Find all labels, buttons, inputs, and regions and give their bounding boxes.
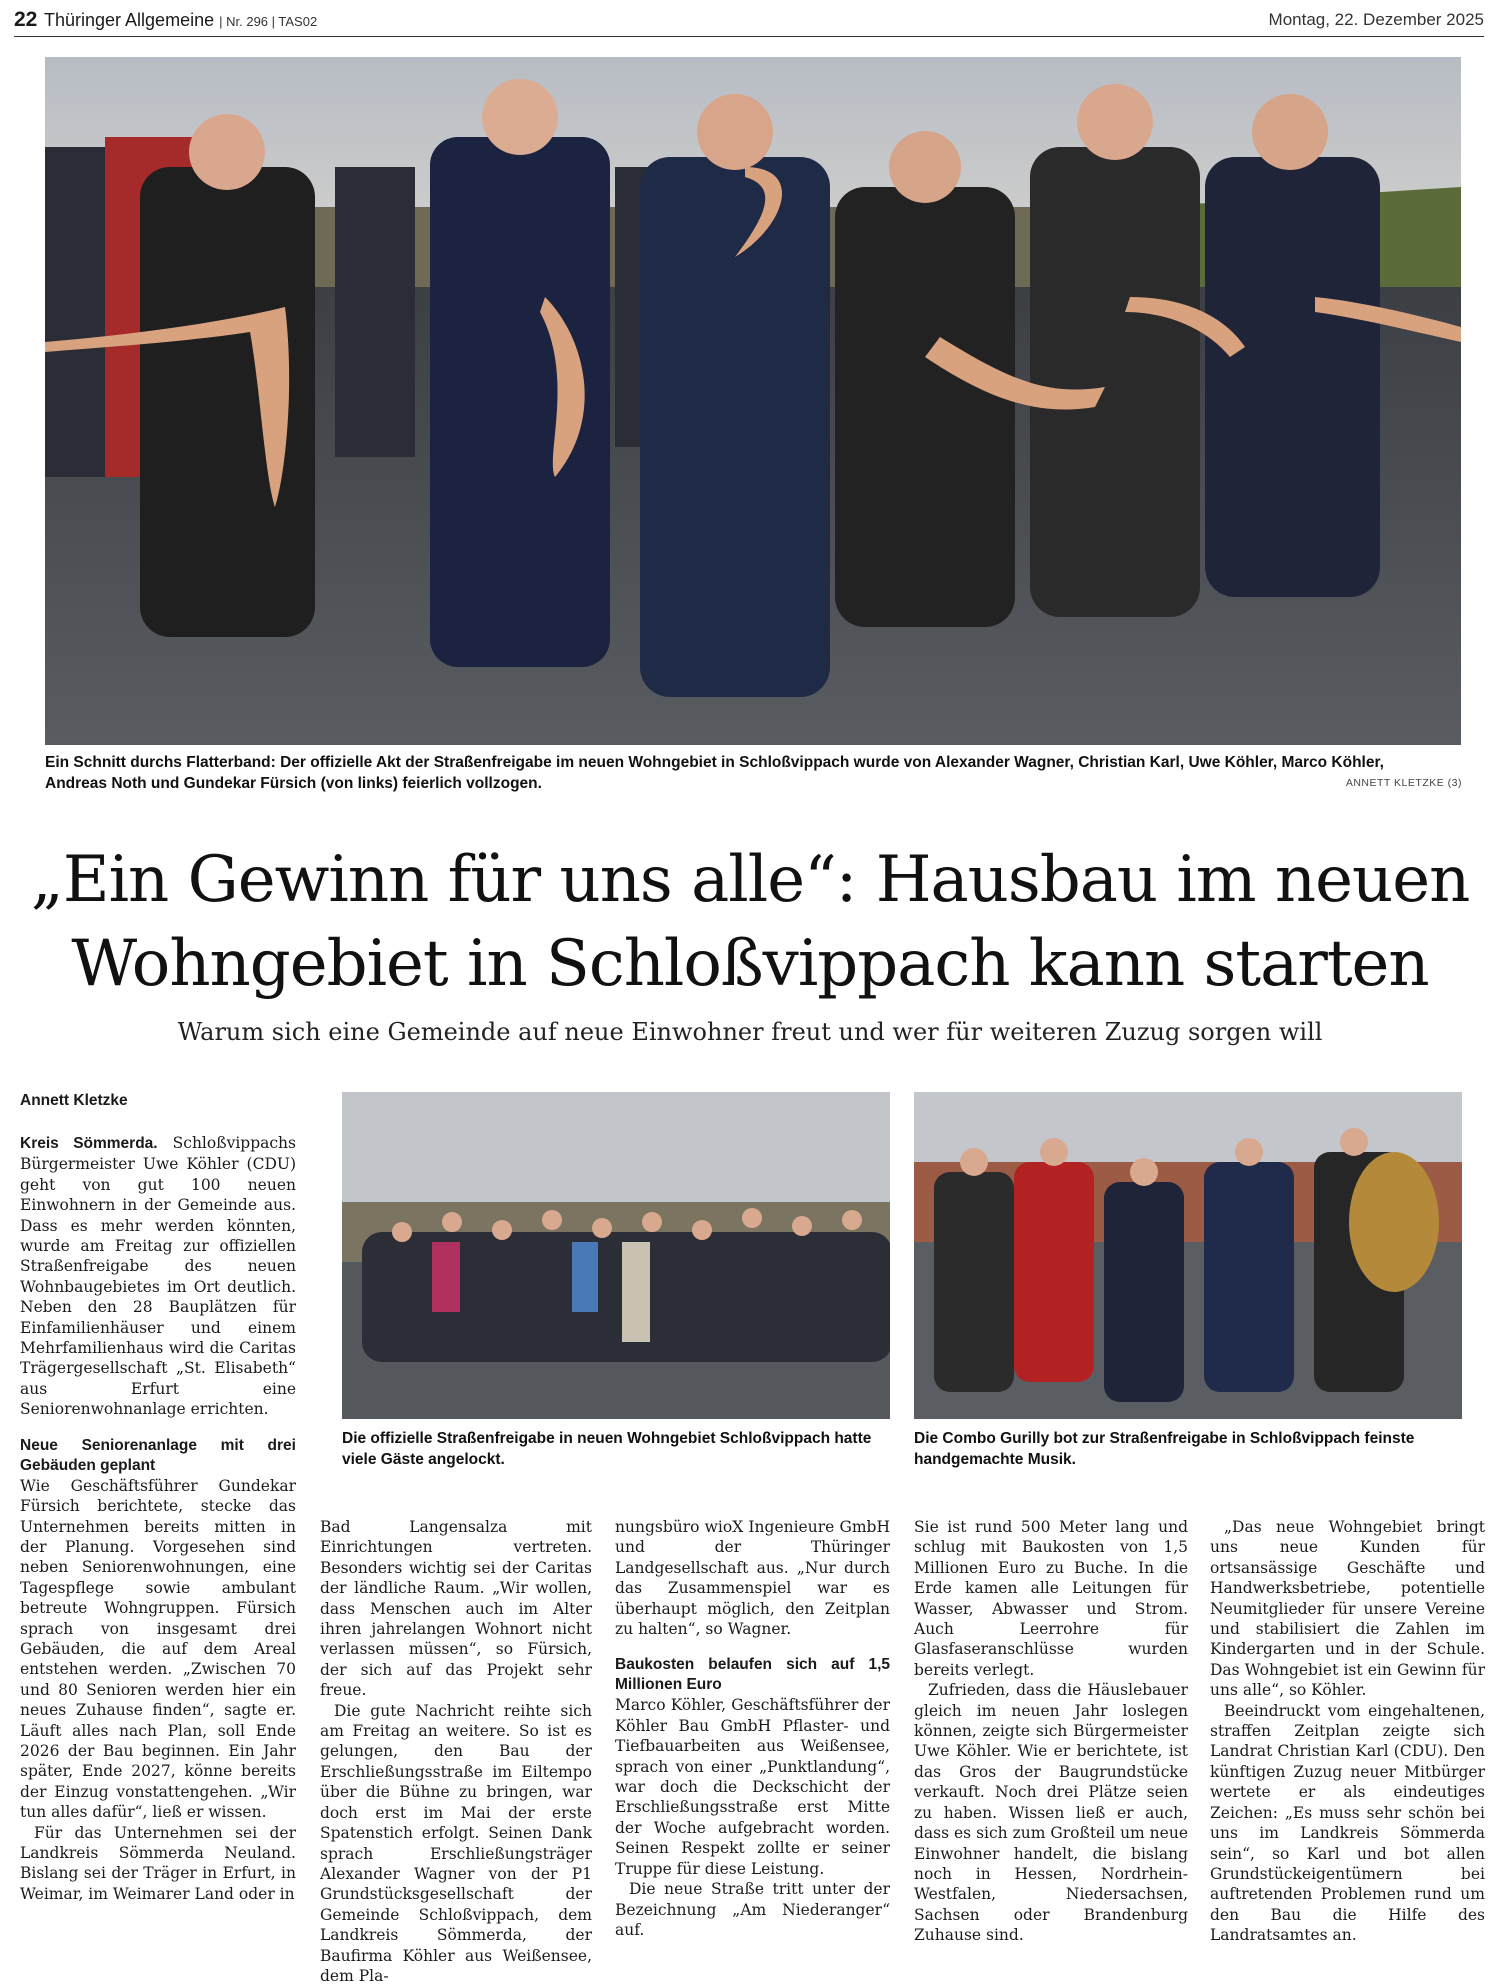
article-column-2 (320, 1517, 592, 1986)
photo-crowd (342, 1092, 890, 1419)
article-paragraph: Die gute Nachricht reihte sich am Freitag an weitere. So ist es gelungen, den Bau der Erschließungsstraße im Eiltempo über die Bühne zu bringen, war doch erst im Mai der erste Spatenstich erfolgt. Seinen Dank sprach Erschließungsträger Alexander Wagner von der P1 Grundstücksgesellschaft der Gemeinde Schloßvippach, dem Landkreis Sömmerda, der Baufirma Köhler aus Weißensee, dem Pla- (320, 1701, 592, 1985)
issue-info: | Nr. 296 | TAS02 (219, 14, 318, 29)
issue-date: Montag, 22. Dezember 2025 (1268, 10, 1484, 29)
headline-line-2: Wohngebiet in Schloßvippach kann starten (71, 927, 1429, 1001)
photo-band (914, 1092, 1462, 1419)
article-column-4 (914, 1517, 1188, 1946)
main-photo-ribbon-cutting (45, 57, 1461, 745)
newspaper-title: Thüringer Allgemeine (44, 10, 215, 30)
article-column-5 (1210, 1517, 1485, 1946)
article-paragraph: Marco Köhler, Geschäftsführer der Köhler Bau GmbH Pflaster- und Tiefbauarbeiten aus Weißensee, sprach von einer „Punktlandung“, war doch die Deckschicht der Erschließungsstraße erst Mitte der Woche aufgebracht worden. Seinen Respekt zollte er seiner Truppe für diese Leistung. (615, 1696, 890, 1878)
main-photo-caption: Ein Schnitt durchs Flatterband: Der offizielle Akt der Straßenfreigabe im neuen Wohngebiet in Schloßvippach wurde von Alexander Wagner, Christian Karl, Uwe Köhler, Marco Köhler, Andreas Noth und Gundekar Fürsich (von links) feierlich vollzogen. (45, 754, 1384, 792)
article-paragraph: Für das Unternehmen sei der Landkreis Sömmerda Neuland. Bislang sei der Träger in Erfurt, in Weimar, im Weimarer Land oder in (20, 1823, 296, 1903)
subheading: Neue Seniorenanlage mit drei Gebäuden geplant (20, 1436, 296, 1474)
ribbon-cutting-image (45, 57, 1461, 745)
article-column-3 (615, 1517, 890, 1940)
article-paragraph: nungsbüro wioX Ingenieure GmbH und der Thüringer Landgesellschaft aus. „Nur durch das Zusammenspiel war es überhaupt möglich, den Zeitplan zu halten“, so Wagner. (615, 1518, 890, 1639)
author-byline: Annett Kletzke (20, 1092, 128, 1109)
photo3-caption: Die Combo Gurilly bot zur Straßenfreigabe in Schloßvippach feinste handgemachte Musik. (914, 1430, 1415, 1468)
dateline: Kreis Sömmerda. (20, 1135, 158, 1152)
photo2-caption: Die offizielle Straßenfreigabe in neuen Wohngebiet Schloßvippach hatte viele Gäste angelockt. (342, 1430, 872, 1468)
newspaper-name (44, 10, 317, 31)
article-paragraph: Die neue Straße tritt unter der Bezeichnung „Am Niederanger“ auf. (615, 1880, 890, 1939)
photo-credit: ANNETT KLETZKE (3) (1345, 777, 1462, 789)
article-paragraph: Beeindruckt vom eingehaltenen, straffen Zeitplan zeigte sich Landrat Christian Karl (CDU). Den künftigen Zuzug neuer Mitbürger wertete er als eindeutiges Zeichen: „Es muss sehr schön bei uns im Landkreis Sömmerda sein“, so Karl und bot allen Grundstückeigentümern bei auftretenden Problemen rund um den Bau die Hilfe des Landratsamtes an. (1210, 1701, 1485, 1945)
article-paragraph: Zufrieden, dass die Häuslebauer gleich im neuen Jahr loslegen können, zeigte sich Bürgermeister Uwe Köhler. Wie er berichtete, ist das Gros der Baugrundstücke verkauft. Noch drei Plätze seien zu haben. Wissen ließ er auch, dass es sich zum Großteil um neue Einwohner handelt, die bislang noch in Hessen, Nordrhein-Westfalen, Niedersachsen, Sachsen oder Brandenburg Zuhause sind. (914, 1681, 1188, 1945)
page-header (14, 6, 1484, 37)
band-image (914, 1092, 1462, 1419)
page-number: 22 (14, 8, 38, 31)
article-paragraph: Kreis Sömmerda. Schloßvippachs Bürgermeister Uwe Köhler (CDU) geht von gut 100 neuen Einwohnern in der Gemeinde aus. Dass es mehr werden könnten, wurde am Freitag zur offiziellen Straßenfreigabe des neuen Wohnbaugebietes im Ort deutlich. Neben den 28 Bauplätzen für Einfamilienhäuser und einem Mehrfamilienhaus wird die Caritas Trägergesellschaft „St. Elisabeth“ aus Erfurt eine Seniorenwohnanlage errichten. (20, 1134, 296, 1419)
subheadline: Warum sich eine Gemeinde auf neue Einwohner freut und wer für weiteren Zuzug sorgen will (177, 1018, 1323, 1046)
article-paragraph: Sie ist rund 500 Meter lang und schlug mit Baukosten von 1,5 Millionen Euro zu Buche. In die Erde kamen alle Leitungen für Wasser, Abwasser und Strom. Auch Leerrohre für Glasfaseranschlüsse wurden bereits verlegt. (914, 1518, 1188, 1679)
subheading: Baukosten belaufen sich auf 1,5 Millionen Euro (615, 1656, 890, 1694)
article-paragraph: „Das neue Wohngebiet bringt uns neue Kunden für ortsansässige Geschäfte und Handwerksbetriebe, potentielle Neumitglieder für unsere Vereine und stabilisiert die Zahlen im Kindergarten und in der Schule. Das Wohngebiet ist ein Gewinn für uns alle“, so Köhler. (1210, 1518, 1485, 1700)
headline (30, 838, 1470, 1006)
headline-line-1: „Ein Gewinn für uns alle“: Hausbau im neuen (30, 843, 1470, 917)
article-paragraph: Bad Langensalza mit Einrichtungen vertreten. Besonders wichtig sei der Caritas der ländliche Raum. „Wir wollen, dass Menschen auch im Alter ihren jahrelangen Wohnort nicht verlassen müssen“, so Fürsich, der sich auf das Projekt sehr freue. (320, 1518, 592, 1700)
crowd-image (342, 1092, 890, 1419)
article-paragraph: Wie Geschäftsführer Gundekar Fürsich berichtete, stecke das Unternehmen bereits mitten in der Planung. Vorgesehen sind neben Seniorenwohnungen, eine Tagespflege sowie ambulant betreute Wohngruppen. Fürsich sprach von insgesamt drei Gebäuden, die auf dem Areal entstehen werden. „Zwischen 70 und 80 Senioren werden hier ein neues Zuhause finden“, sagte er. Läuft alles nach Plan, soll Ende 2026 der Bau beginnen. Ein Jahr später, Ende 2027, könne bereits der Einzug vonstattengehen. „Wir tun alles dafür“, ließ er wissen. (20, 1476, 296, 1822)
article-column-1 (20, 1133, 296, 1904)
